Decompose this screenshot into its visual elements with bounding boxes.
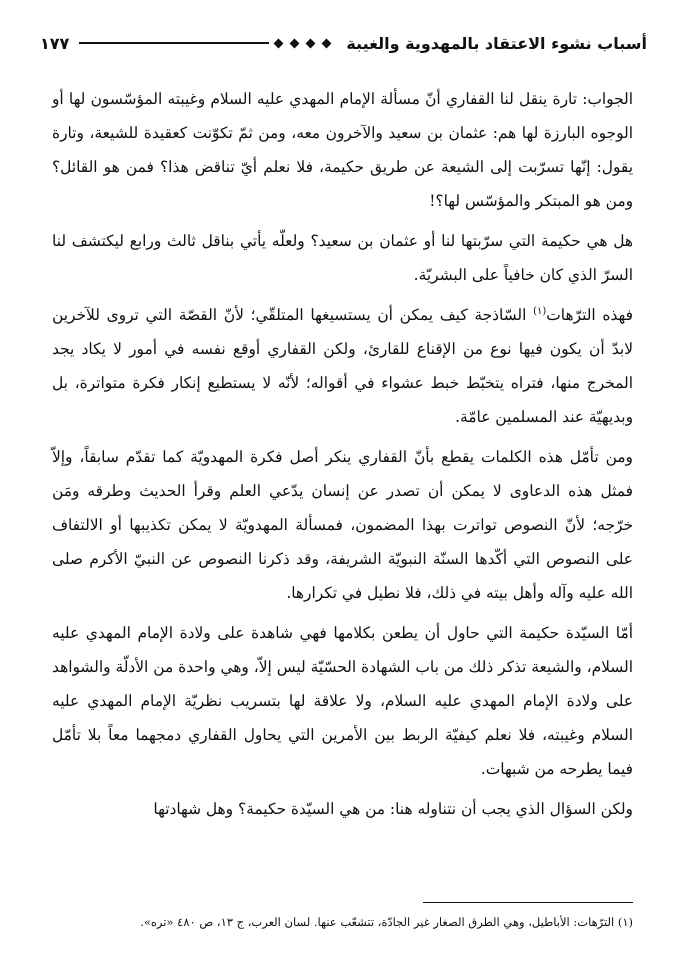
page-number: ١٧٧ — [40, 33, 70, 53]
paragraph-3-rest: السّاذجة كيف يمكن أن يستسيغها المتلقّي؛ لأنّ القصّة التي تروى للآخرين لابدّ أن يكون فيها نوع من الإقناع للقارئ، ولكن القفاري أوقع نفسه في أمور لا يكاد يجد المخرج منها، فتراه يتخبّط خبط عشواء في أقواله؛ لأنّه لا يستطيع إنكار فكرة متواترة، بل وبديهيّة عند المسلمين عامّة. — [52, 306, 633, 426]
paragraph-2: هل هي حكيمة التي سرّبتها لنا أو عثمان بن سعيد؟ ولعلّه يأتي بناقل ثالث ورابع ليكتشف لنا السرّ الذي كان خافياً على البشريّة. — [52, 232, 633, 284]
footnote: (١) الترّهات: الأباطيل، وهي الطرق الصغار غير الجادّة، تتشعّب عنها. لسان العرب، ج ١٣، ص ٤٨٠ «تره». — [140, 915, 633, 929]
footnote-separator — [423, 902, 633, 903]
footnote-reference[interactable]: (١) — [533, 305, 547, 317]
header-ornament — [79, 40, 336, 47]
paragraph-4: ومن تأمّل هذه الكلمات يقطع بأنّ القفاري ينكر أصل فكرة المهدويّة كما تقدّم سابقاً، وإلاّ فمثل هذه الدعاوى لا يمكن أن تصدر عن إنسان يدّعي العلم وقرأ الحديث وطرقه ومَن خرّجه؛ لأنّ النصوص تواترت بهذا المضمون، فمسألة المهدويّة لا يمكن تكذيبها أو الالتفاف على النصوص التي أكّدها السنّة النبويّة الشريفة، وقد ذكرنا النصوص عن النبيّ الأكرم صلى الله عليه وآله وأهل بيته في ذلك، فلا نطيل في تكرارها. — [52, 448, 633, 602]
paragraph-5: أمّا السيّدة حكيمة التي حاول أن يطعن بكلامها فهي شاهدة على ولادة الإمام المهدي عليه السلام، والشيعة تذكر ذلك من باب الشهادة الحسّيّة ليس إلاّ، وهي واحدة من الأدلّة والشواهد على ولادة الإمام المهدي عليه السلام، ولا علاقة لها بتسريب نظريّة الإمام المهدي عليه السلام وغيبته، فلا نعلم كيفيّة الربط بين الأمرين التي يحاول القفاري دمجهما معاً بلا تأمّل فيما يطرحه من شبهات. — [52, 624, 633, 778]
paragraph-3 — [52, 298, 633, 434]
paragraph-1: الجواب: تارة ينقل لنا القفاري أنّ مسألة الإمام المهدي عليه السلام وغيبته المؤسّسون لها أو الوجوه البارزة لها هم: عثمان بن سعيد والآخرون معه، ومن ثمّ تكوّنت كعقيدة للشيعة، وتارة يقول: إنّها تسرّبت إلى الشيعة عن طريق حكيمة، فلا نعلم أيّ تناقض هذا؟ فمن هو القائل؟ ومن هو المبتكر والمؤسّس لها؟! — [52, 90, 633, 210]
diamond-ornament-icon — [275, 40, 330, 47]
header-rule — [79, 42, 269, 44]
header-title: أسباب نشوء الاعتقاد بالمهدوية والغيبة — [346, 33, 647, 53]
paragraph-6: ولكن السؤال الذي يجب أن نتناوله هنا: من هي السيّدة حكيمة؟ وهل شهادتها — [153, 800, 633, 818]
running-header — [40, 28, 647, 58]
body-text — [52, 82, 633, 832]
paragraph-3-lead: فهذه الترّهات — [546, 306, 633, 324]
